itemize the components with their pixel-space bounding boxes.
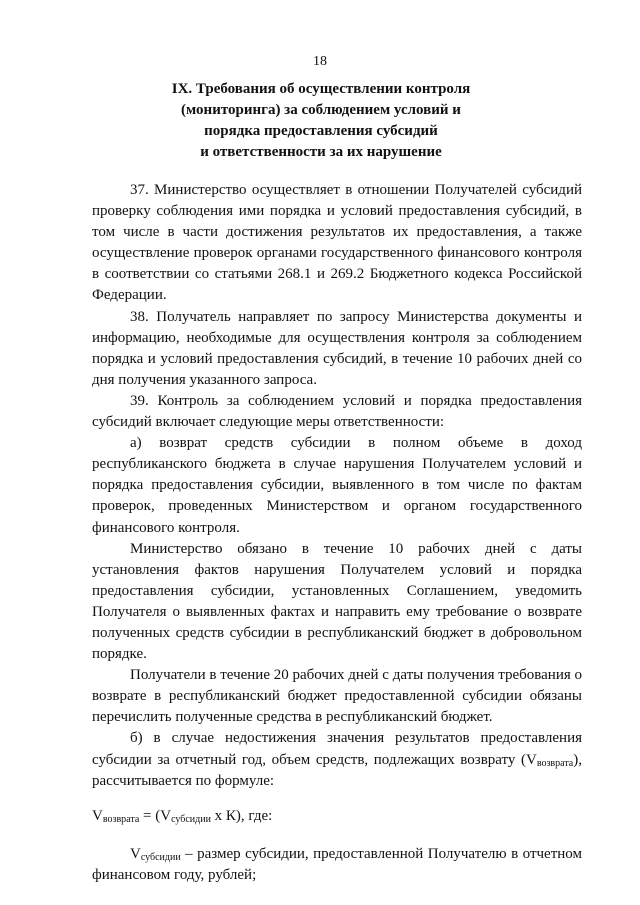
- paragraph-ministry-obligation: Министерство обязано в течение 10 рабочих дней с даты установления фактов нарушения Получателем условий и порядка предоставления субсидии, установленных Соглашением, уведомить Получателя о выявленных фактах и направить ему требование о возврате полученных средств субсидии в республиканский бюджет в добровольном порядке.: [92, 540, 582, 663]
- definition-v-subsidy: [92, 844, 582, 886]
- paragraph-39b-subscript: возврата: [536, 757, 574, 769]
- paragraph-39b: [92, 728, 582, 791]
- paragraph-39: 39. Контроль за соблюдением условий и порядка предоставления субсидий включает следующие меры ответственности:: [92, 392, 582, 431]
- heading-line-2: (мониторинга) за соблюдением условий и: [181, 102, 461, 118]
- paragraph-39b-tail: ), рассчитывается по формуле:: [92, 751, 582, 789]
- formula: [92, 806, 582, 827]
- section-heading: [92, 79, 550, 163]
- page-number: 18: [313, 54, 327, 69]
- paragraph-39b-text: б) в случае недостижения значения результатов предоставления субсидии за отчетный год, объем средств, подлежащих возврату (V: [92, 730, 582, 768]
- formula-mid: = (V: [139, 807, 172, 824]
- paragraph-recipients-obligation: Получатели в течение 20 рабочих дней с даты получения требования о возврате в республиканский бюджет предоставленной субсидии обязаны перечислить полученные средства в республиканский бюджет.: [92, 667, 582, 726]
- heading-line-4: и ответственности за их нарушение: [200, 144, 442, 160]
- formula-v1: V: [92, 807, 103, 824]
- paragraph-37: 37. Министерство осуществляет в отношении Получателей субсидий проверку соблюдения ими порядка и условий предоставления субсидий, в том числе в части достижения результатов их предоставления, а также осуществление проверок органами государственного финансового контроля в соответствии со статьями 268.1 и 269.2 Бюджетного кодекса Российской Федерации.: [92, 182, 582, 304]
- definition-sub: субсидии: [140, 851, 181, 863]
- paragraph-38: 38. Получатель направляет по запросу Министерства документы и информацию, необходимые для осуществления контроля за соблюдением порядка и условий предоставления субсидий, в течение 10 рабочих дней со дня получения указанного запроса.: [92, 308, 582, 388]
- heading-line-1: IX. Требования об осуществлении контроля: [171, 81, 471, 97]
- document-body: [92, 180, 582, 886]
- formula-sub1: возврата: [102, 813, 140, 825]
- definition-v: V: [130, 845, 141, 862]
- paragraph-39a: а) возврат средств субсидии в полном объеме в доход республиканского бюджета в случае нарушения Получателем условий и порядка предоставления субсидии, выявленного в том числе по фактам проверок, проведенных Министерством и органом государственного финансового контроля.: [92, 435, 582, 536]
- heading-line-3: порядка предоставления субсидий: [204, 123, 438, 139]
- formula-tail: х К), где:: [210, 807, 273, 824]
- definition-text: – размер субсидии, предоставленной Получателю в отчетном финансовом году, рублей;: [92, 845, 582, 883]
- formula-sub2: субсидии: [171, 813, 211, 825]
